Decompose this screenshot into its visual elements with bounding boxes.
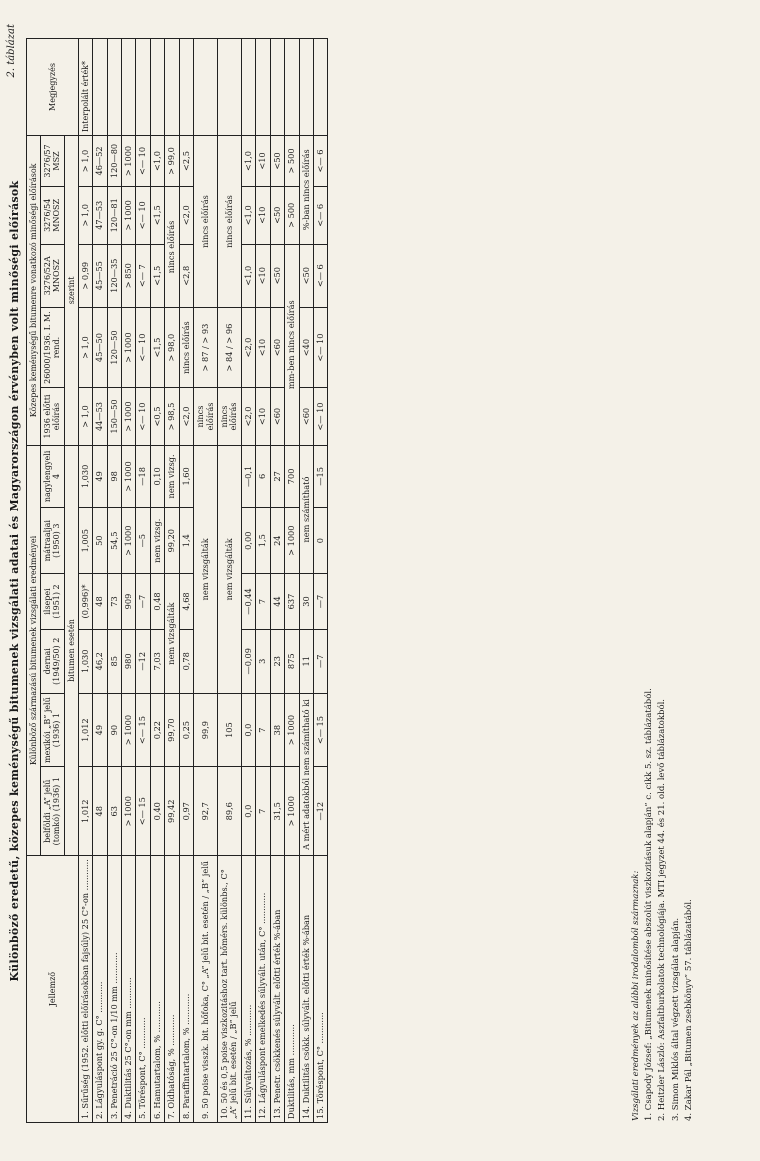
table-cell: —7	[136, 574, 150, 629]
table-cell: <— 15	[313, 693, 327, 766]
table-cell: nem vizsg.	[150, 508, 164, 574]
col-remark: Megjegyzés	[27, 39, 79, 136]
table-cell	[241, 39, 255, 136]
table-row	[93, 39, 107, 1123]
table-cell: 44—53	[93, 388, 107, 446]
table-cell: 1,005	[78, 508, 92, 574]
table-cell: <2,0	[241, 307, 255, 387]
table-cell: <10	[256, 388, 270, 446]
table-cell: 0,00	[241, 508, 255, 574]
table-cell: 120—50	[107, 307, 121, 387]
table-cell: A mért adatokból nem számítható ki	[299, 693, 313, 855]
table-cell: <0,5	[150, 388, 164, 446]
table-cell: > 87 / > 93	[194, 307, 218, 387]
table-cell: 120—81	[107, 187, 121, 245]
table-cell: nincs előírás	[179, 307, 193, 387]
table-cell: 48	[93, 767, 107, 856]
table-cell: <1,0	[241, 187, 255, 245]
row-label: 13. Penetr. csökkenés súlyvált. előtti érték %-ában	[270, 856, 284, 1123]
col-b-2: 26000/1936. I. M. rend.	[41, 307, 64, 387]
table-cell: 92,7	[194, 767, 218, 856]
col-b-4: 3276/54 MNOSZ	[41, 187, 64, 245]
sub-b: szerint	[64, 136, 78, 446]
table-cell: 38	[270, 693, 284, 766]
table-cell: <— 6	[313, 244, 327, 307]
table-cell	[299, 39, 313, 136]
table-cell: 980	[122, 629, 136, 693]
footnote-item: 1. Csapody József: „Bitumenek minősítése abszolút viszkozitásuk alapján” c. cikk 5. sz. táblázatából.	[644, 688, 655, 1121]
col-b-5: 3276/57 MSZ	[41, 136, 64, 187]
table-cell: <2,0	[179, 388, 193, 446]
table-cell: 98	[107, 445, 121, 507]
table-cell: 0,22	[150, 693, 164, 766]
table-cell: <2,5	[179, 136, 193, 187]
row-label: 2. Lágyuláspont gy. g. C° ............	[93, 856, 107, 1123]
table-row	[150, 39, 164, 1123]
table-cell: —15	[313, 445, 327, 507]
table-cell: —5	[136, 508, 150, 574]
row-label: 12. Lágyuláspont emelkedés súlyvált. után, C° ............	[256, 856, 270, 1123]
row-label: 5. Töréspont, C° ............	[136, 856, 150, 1123]
col-b-1: 1936 előtti előírás	[41, 388, 64, 446]
table-row	[270, 39, 284, 1123]
table-cell: <50	[299, 244, 313, 307]
table-cell: 909	[122, 574, 136, 629]
table-cell: > 84 / > 96	[217, 307, 241, 387]
table-cell: %-ban nincs előírás	[299, 136, 313, 245]
table-cell: 45—50	[93, 307, 107, 387]
table-cell: > 1000	[122, 307, 136, 387]
table-cell: 23	[270, 629, 284, 693]
table-body	[78, 39, 328, 1123]
table-cell: Interpolált érték*	[78, 39, 92, 136]
table-cell: <10	[256, 187, 270, 245]
row-label: 6. Hamutartalom, % ............	[150, 856, 164, 1123]
footnote-item: 4. Zakar Pál „Bitumen zsebkönyv” 57. táblázatából.	[683, 899, 694, 1121]
table-cell: 7,03	[150, 629, 164, 693]
table-cell: 99,70	[165, 693, 179, 766]
table-cell: <50	[270, 244, 284, 307]
table-cell: 7	[256, 693, 270, 766]
table-cell: 7	[256, 767, 270, 856]
table-cell: 99,9	[194, 693, 218, 766]
table-cell: nincs előírás	[217, 388, 241, 446]
footnotes	[630, 41, 696, 1121]
table-cell: 0	[313, 508, 327, 574]
table-cell: <— 10	[136, 307, 150, 387]
table-row	[179, 39, 193, 1123]
table-cell: > 1000	[285, 508, 299, 574]
table-cell: 1,030	[78, 629, 92, 693]
row-label: 9. 50 poise visszk. bit. hőfoka, C° „A” jelű bit. esetén / „B” jelű	[194, 856, 218, 1123]
table-cell: <1,5	[150, 187, 164, 245]
table-cell: <2,0	[179, 187, 193, 245]
table-cell: 0,40	[150, 767, 164, 856]
table-cell: 120—35	[107, 244, 121, 307]
table-cell: —12	[136, 629, 150, 693]
table-cell: 637	[285, 574, 299, 629]
table-cell: <60	[270, 388, 284, 446]
table-cell: 1,4	[179, 508, 193, 574]
row-label: 3. Penetráció 25 C°-on 1/10 mm ............	[107, 856, 121, 1123]
table-cell: 27	[270, 445, 284, 507]
table-cell: 150—50	[107, 388, 121, 446]
row-label: 4. Duktilitás 25 C°-on mm ............	[122, 856, 136, 1123]
table-cell: 4,68	[179, 574, 193, 629]
table-cell: <— 10	[313, 388, 327, 446]
table-cell: > 1000	[122, 767, 136, 856]
table-cell: —7	[313, 629, 327, 693]
table-cell: > 1000	[122, 508, 136, 574]
table-cell: <1,5	[150, 307, 164, 387]
row-label: 14. Duktilitás csökk. súlyvált. előtti érték %-ában	[299, 856, 313, 1123]
table-row	[165, 39, 179, 1123]
table-cell: nincs előírás	[194, 136, 218, 308]
col-a-2: mexikói „B” jelű (1936) 1	[41, 693, 64, 766]
table-row	[313, 39, 327, 1123]
table-cell: —12	[313, 767, 327, 856]
table-cell: 47—53	[93, 187, 107, 245]
table-row	[256, 39, 270, 1123]
table-cell: 90	[107, 693, 121, 766]
table-cell: 0,0	[241, 767, 255, 856]
table-cell: > 1,0	[78, 388, 92, 446]
table-cell: > 1000	[122, 136, 136, 187]
table-row	[285, 39, 299, 1123]
table-cell: 700	[285, 445, 299, 507]
col-a-4: ilsepei (1951) 2	[41, 574, 64, 629]
table-cell: nem vizsgálták	[194, 445, 218, 693]
table-cell: > 500	[285, 187, 299, 245]
table-cell: 1,5	[256, 508, 270, 574]
table-cell: <60	[270, 307, 284, 387]
table-cell: 63	[107, 767, 121, 856]
footnote-item: 2. Heitzler László: Aszfaltburkolatok technológiája. MTI jegyzet 44. és 21. old. levő táblázatokból.	[657, 699, 668, 1121]
table-cell: 105	[217, 693, 241, 766]
table-cell: 85	[107, 629, 121, 693]
table-cell: > 1000	[285, 693, 299, 766]
table-cell: <50	[270, 187, 284, 245]
col-group-a: Különböző származású bitumenek vizsgálati eredményei	[27, 445, 41, 855]
table-row	[122, 39, 136, 1123]
table-row	[107, 39, 121, 1123]
table-row	[241, 39, 255, 1123]
row-label: 11. Súlyváltozás, % ............	[241, 856, 255, 1123]
table-row	[194, 39, 218, 1123]
table-cell: <50	[270, 136, 284, 187]
table-cell: > 1,0	[78, 307, 92, 387]
footnotes-intro: Vizsgálati eredmények az alábbi irodalomból származnak:	[631, 870, 641, 1121]
table-cell: > 98,5	[165, 388, 179, 446]
table-cell: <1,0	[241, 136, 255, 187]
table-cell: 49	[93, 693, 107, 766]
table-cell: 99,42	[165, 767, 179, 856]
table-cell: 0,10	[150, 445, 164, 507]
table-cell	[256, 39, 270, 136]
col-prop: Jellemző	[27, 856, 79, 1123]
table-cell: > 500	[285, 136, 299, 187]
table-cell	[179, 39, 193, 136]
table-row	[299, 39, 313, 1123]
table-cell: <— 7	[136, 244, 150, 307]
footnote-item: 3. Simon Miklós által végzett vizsgálat alapján.	[670, 917, 681, 1121]
table-cell: > 99,0	[165, 136, 179, 187]
table-row	[136, 39, 150, 1123]
table-cell: 50	[93, 508, 107, 574]
table-cell: —18	[136, 445, 150, 507]
table-cell: > 1000	[122, 388, 136, 446]
table-cell: nem vizsgálták	[217, 445, 241, 693]
table-cell: 31,5	[270, 767, 284, 856]
table-cell: <10	[256, 244, 270, 307]
table-cell: <2,8	[179, 244, 193, 307]
table-cell: 0,97	[179, 767, 193, 856]
table-cell: <2,0	[241, 388, 255, 446]
table-cell: (0,996)*	[78, 574, 92, 629]
table-cell: nem vizsgálták	[165, 574, 179, 694]
table-cell: 1,60	[179, 445, 193, 507]
table-cell: 24	[270, 508, 284, 574]
table-cell	[136, 39, 150, 136]
table-cell: 120—80	[107, 136, 121, 187]
data-table	[26, 38, 328, 1123]
table-cell: > 850	[122, 244, 136, 307]
table-cell: 875	[285, 629, 299, 693]
table-cell: 99,20	[165, 508, 179, 574]
table-row	[217, 39, 241, 1123]
table-cell	[150, 39, 164, 136]
table-cell: —0,44	[241, 574, 255, 629]
col-group-b: Közepes keménységű bitumenre vonatkozó minőségi előírások	[27, 136, 41, 446]
table-cell: <— 10	[136, 187, 150, 245]
table-cell: mm-ben nincs előírás	[285, 244, 299, 445]
table-cell: > 98,0	[165, 307, 179, 387]
row-label: Duktilitás, mm ............	[285, 856, 299, 1123]
table-cell: 0,78	[179, 629, 193, 693]
table-cell: > 1000	[285, 767, 299, 856]
table-cell: <— 15	[136, 693, 150, 766]
row-label: 8. Paraffintartalom, % ............	[179, 856, 193, 1123]
table-cell: <— 6	[313, 187, 327, 245]
table-cell: <1,0	[241, 244, 255, 307]
table-cell: <— 15	[136, 767, 150, 856]
page-title: Különböző eredetű, közepes keménységű bitumenek vizsgálati adatai és Magyarországon érvényben volt minőségi előírások	[8, 180, 21, 982]
table-cell: 1,012	[78, 767, 92, 856]
table-cell	[93, 39, 107, 136]
table-cell: 6	[256, 445, 270, 507]
table-cell: nem számítható	[299, 445, 313, 574]
col-a-1: belföldi „A” jelű (tomkó) (1936) 1	[41, 767, 64, 856]
table-cell: 7	[256, 574, 270, 629]
table-cell: —7	[313, 574, 327, 629]
table-cell: <60	[299, 388, 313, 446]
table-row	[78, 39, 92, 1123]
table-cell: 1,030	[78, 445, 92, 507]
table-cell: <10	[256, 307, 270, 387]
table-cell	[217, 39, 241, 136]
table-cell: 89,6	[217, 767, 241, 856]
table-cell: <40	[299, 307, 313, 387]
table-cell: <1,5	[150, 244, 164, 307]
table-cell	[313, 39, 327, 136]
table-cell	[165, 39, 179, 136]
table-label: 2. táblázat	[6, 24, 17, 78]
table-cell: 46,2	[93, 629, 107, 693]
col-b-3: 3276/52A MNOSZ	[41, 244, 64, 307]
table-cell: 73	[107, 574, 121, 629]
col-a-3: dernai (1949/50) 2	[41, 629, 64, 693]
table-cell	[270, 39, 284, 136]
table-cell: <1,0	[150, 136, 164, 187]
row-label: 10. 50 és 0,5 poise viszkozitáshoz tart. hőmérs. különbs., C° „A” jelű bit. esetén / „B” jelű	[217, 856, 241, 1123]
table-cell: —0,1	[241, 445, 255, 507]
table-cell: —0,09	[241, 629, 255, 693]
table-cell: <— 6	[313, 136, 327, 187]
table-cell	[122, 39, 136, 136]
sub-a: bitumen esetén	[64, 445, 78, 855]
row-label: 1. Sűrűség (1952. előtti előírásokban fajsúly) 25 C°-on ............	[78, 856, 92, 1123]
col-a-6: nagylengyeli 4	[41, 445, 64, 507]
table-cell: > 1000	[122, 693, 136, 766]
col-a-5: mátraaljai (1950) 3	[41, 508, 64, 574]
table-cell: <— 10	[136, 136, 150, 187]
table-cell: nem vizsg.	[165, 445, 179, 507]
row-label: 15. Töréspont, C° ............	[313, 856, 327, 1123]
table-cell: 3	[256, 629, 270, 693]
table-cell: 44	[270, 574, 284, 629]
table-cell: 0,25	[179, 693, 193, 766]
table-cell: <— 10	[313, 307, 327, 387]
table-cell	[285, 39, 299, 136]
table-cell: > 1,0	[78, 136, 92, 187]
table-cell: nincs előírás	[217, 136, 241, 308]
table-cell: nincs előírás	[165, 187, 179, 308]
table-cell: 30	[299, 574, 313, 629]
table-cell: > 1,0	[78, 187, 92, 245]
table-cell: nincs előírás	[194, 388, 218, 446]
table-cell: <10	[256, 136, 270, 187]
table-cell: 0,48	[150, 574, 164, 629]
table-cell: 48	[93, 574, 107, 629]
table-cell: 46—52	[93, 136, 107, 187]
table-cell: 49	[93, 445, 107, 507]
table-cell: > 1000	[122, 187, 136, 245]
table-cell: 54,5	[107, 508, 121, 574]
table-cell: 11	[299, 629, 313, 693]
table-cell: > 1000	[122, 445, 136, 507]
table-cell: <— 10	[136, 388, 150, 446]
table-cell: > 0,99	[78, 244, 92, 307]
table-cell: 45—55	[93, 244, 107, 307]
row-label: 7. Oldhatóság, % ............	[165, 856, 179, 1123]
table-cell: 1,012	[78, 693, 92, 766]
table-cell	[194, 39, 218, 136]
table-cell	[107, 39, 121, 136]
table-cell: 0,0	[241, 693, 255, 766]
